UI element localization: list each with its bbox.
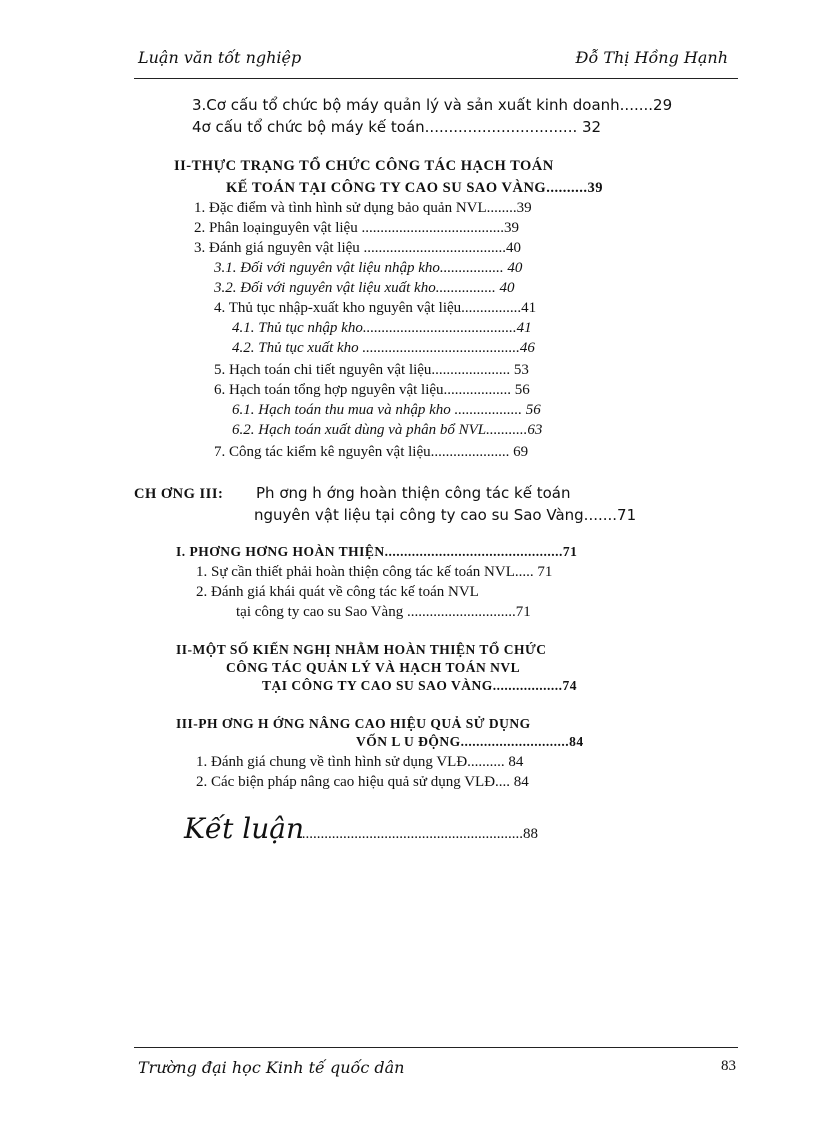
toc-entry: 6.2. Hạch toán xuất dùng và phân bổ NVL...........63: [232, 422, 543, 438]
page-number: 83: [721, 1058, 736, 1074]
toc-section-heading: II-MỘT SỐ KIẾN NGHỊ NHẰM HOÀN THIỆN TỔ CHỨC: [176, 642, 547, 657]
toc-section-heading: III-PH ƠNG H ỚNG NÂNG CAO HIỆU QUẢ SỬ DỤNG: [176, 716, 531, 731]
toc-entry: 3.Cơ cấu tổ chức bộ máy quản lý và sản xuất kinh doanh.......29: [192, 96, 673, 114]
toc-section-heading: TẠI CÔNG TY CAO SU SAO VÀNG..................74: [262, 678, 578, 693]
chapter-title: nguyên vật liệu tại công ty cao su Sao Vàng.......71: [254, 506, 637, 524]
toc-entry: 2. Các biện pháp nâng cao hiệu quả sử dụng VLĐ.... 84: [196, 774, 529, 790]
footer-divider: [134, 1047, 738, 1048]
toc-entry: 2. Đánh giá khái quát về công tác kế toán NVL: [196, 584, 479, 600]
toc-entry: 4.2. Thủ tục xuất kho ..........................................46: [232, 340, 535, 356]
conclusion-heading: Kết luận: [184, 812, 305, 845]
toc-entry: 6.1. Hạch toán thu mua và nhập kho .................. 56: [232, 402, 541, 418]
toc-entry: 3. Đánh giá nguyên vật liệu ......................................40: [194, 240, 522, 256]
footer-institution: Trường đại học Kinh tế quốc dân: [138, 1058, 405, 1077]
toc-entry: 5. Hạch toán chi tiết nguyên vật liệu..................... 53: [214, 362, 529, 378]
toc-entry: 4. Thủ tục nhập-xuất kho nguyên vật liệu................41: [214, 300, 537, 316]
conclusion-page-leader: ............................................................88: [298, 826, 538, 842]
toc-entry: 4.1. Thủ tục nhập kho.........................................41: [232, 320, 532, 336]
toc-entry: 4ơ cấu tổ chức bộ máy kế toán................................ 32: [192, 118, 602, 136]
chapter-label: CH ƠNG III:: [134, 486, 224, 502]
toc-section-heading: CÔNG TÁC QUẢN LÝ VÀ HẠCH TOÁN NVL: [226, 660, 521, 675]
toc-entry: tại công ty cao su Sao Vàng .............................71: [236, 604, 531, 620]
header-divider: [134, 78, 738, 79]
toc-section-heading: I. PHƠNG HƠNG HOÀN THIỆN..............................................71: [176, 544, 578, 559]
toc-entry: 1. Đặc điểm và tình hình sử dụng bảo quản NVL........39: [194, 200, 532, 216]
header-title: Luận văn tốt nghiệp: [138, 48, 302, 67]
toc-section-heading: II-THỰC TRẠNG TỔ CHỨC CÔNG TÁC HẠCH TOÁN: [174, 158, 554, 174]
toc-entry: 2. Phân loạinguyên vật liệu ......................................39: [194, 220, 519, 236]
toc-entry: 1. Đánh giá chung về tình hình sử dụng VLĐ.......... 84: [196, 754, 524, 770]
toc-entry: 3.2. Đối với nguyên vật liệu xuất kho................ 40: [214, 280, 515, 296]
toc-section-heading: KẾ TOÁN TẠI CÔNG TY CAO SU SAO VÀNG..........39: [226, 180, 603, 196]
toc-entry: 1. Sự cần thiết phải hoàn thiện công tác kế toán NVL..... 71: [196, 564, 553, 580]
toc-entry: 6. Hạch toán tổng hợp nguyên vật liệu.................. 56: [214, 382, 530, 398]
chapter-title: Ph ơng h ớng hoàn thiện công tác kế toán: [256, 484, 571, 502]
toc-entry: 3.1. Đối với nguyên vật liệu nhập kho................. 40: [214, 260, 523, 276]
header-author: Đỗ Thị Hồng Hạnh: [575, 48, 728, 67]
toc-section-heading: VỐN L U ĐỘNG............................84: [356, 734, 584, 749]
toc-entry: 7. Công tác kiểm kê nguyên vật liệu..................... 69: [214, 444, 529, 460]
